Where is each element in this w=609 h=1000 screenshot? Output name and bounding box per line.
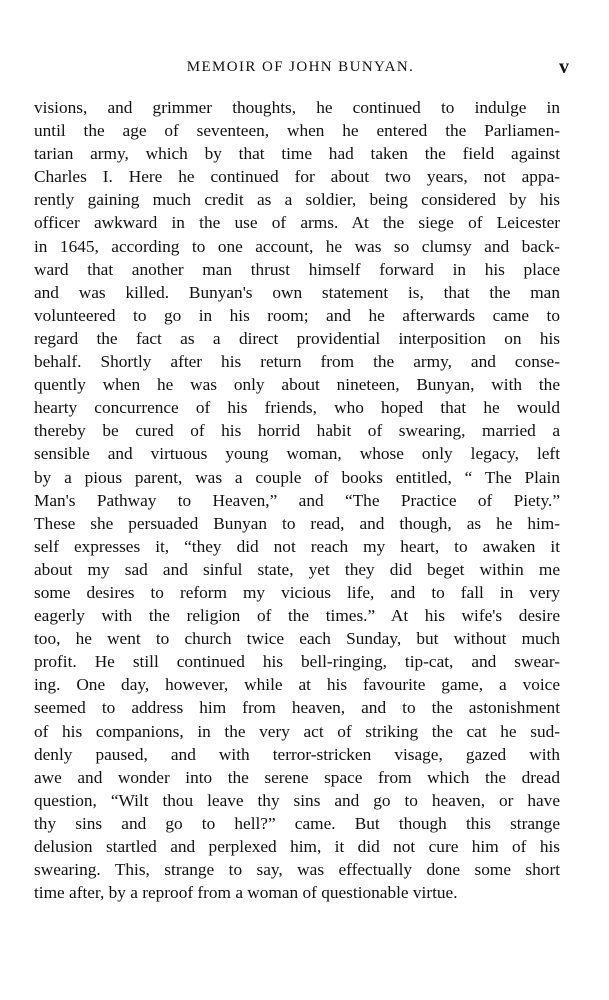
text-line: behalf. Shortly after his return from the army, and conse- — [34, 352, 560, 372]
text-line: question, “Wilt thou leave thy sins and go to heaven, or have — [34, 790, 560, 810]
text-line: tarian army, which by that time had taken the field against — [34, 144, 560, 164]
text-line: until the age of seventeen, when he entered the Parliamen- — [34, 121, 560, 141]
text-line: ing. One day, however, while at his favourite game, a voice — [34, 675, 560, 695]
text-line: sensible and virtuous young woman, whose only legacy, left — [34, 444, 560, 464]
text-line: awe and wonder into the serene space from which the dread — [34, 767, 560, 787]
text-line: delusion startled and perplexed him, it did not cure him of his — [34, 837, 560, 856]
text-line: ward that another man thrust himself forward in his place — [34, 259, 560, 279]
text-line: swearing. This, strange to say, was effectually done some short — [34, 860, 560, 880]
running-head — [32, 55, 569, 79]
text-line: self expresses it, “they did not reach my heart, to awaken it — [34, 536, 560, 556]
body-text — [34, 96, 560, 904]
text-line: thy sins and go to hell?” came. But though this strange — [34, 813, 560, 833]
text-line: denly paused, and with terror-stricken visage, gazed with — [34, 744, 560, 764]
text-line: Man's Pathway to Heaven,” and “The Practice of Piety.” — [34, 490, 560, 510]
text-line: and was killed. Bunyan's own statement is, that the man — [34, 282, 560, 302]
text-line: time after, by a reproof from a woman of questionable virtue. — [34, 883, 458, 903]
text-line: officer awkward in the use of arms. At the siege of Leicester — [34, 213, 560, 233]
text-line: regard the fact as a direct providential interposition on his — [34, 328, 560, 348]
text-line: seemed to address him from heaven, and to the astonishment — [34, 698, 560, 718]
text-line: about my sad and sinful state, yet they did beget within me — [34, 559, 560, 579]
text-line: visions, and grimmer thoughts, he continued to indulge in — [34, 98, 560, 117]
text-line: profit. He still continued his bell-ringing, tip-cat, and swear- — [34, 652, 560, 672]
text-line: eagerly with the religion of the times.” At his wife's desire — [34, 606, 560, 626]
text-line: quently when he was only about nineteen, Bunyan, with the — [34, 375, 560, 395]
text-line: hearty concurrence of his friends, who hoped that he would — [34, 398, 560, 418]
text-line: Charles I. Here he continued for about two years, not appa- — [34, 167, 560, 187]
text-line: of his companions, in the very act of striking the cat he sud- — [34, 721, 560, 741]
text-line: too, he went to church twice each Sunday, but without much — [34, 629, 560, 649]
text-line: These she persuaded Bunyan to read, and though, as he him- — [34, 513, 560, 533]
page-number: v — [559, 56, 569, 78]
running-title: MEMOIR OF JOHN BUNYAN. — [186, 59, 415, 75]
text-line: in 1645, according to one account, he was so clumsy and back- — [34, 236, 560, 256]
text-line: by a pious parent, was a couple of books entitled, “ The Plain — [34, 467, 560, 487]
text-line: thereby be cured of his horrid habit of swearing, married a — [34, 421, 560, 441]
text-line: rently gaining much credit as a soldier, being considered by his — [34, 190, 560, 210]
text-line: some desires to reform my vicious life, and to fall in very — [34, 582, 560, 602]
text-line: volunteered to go in his room; and he afterwards came to — [34, 305, 560, 325]
